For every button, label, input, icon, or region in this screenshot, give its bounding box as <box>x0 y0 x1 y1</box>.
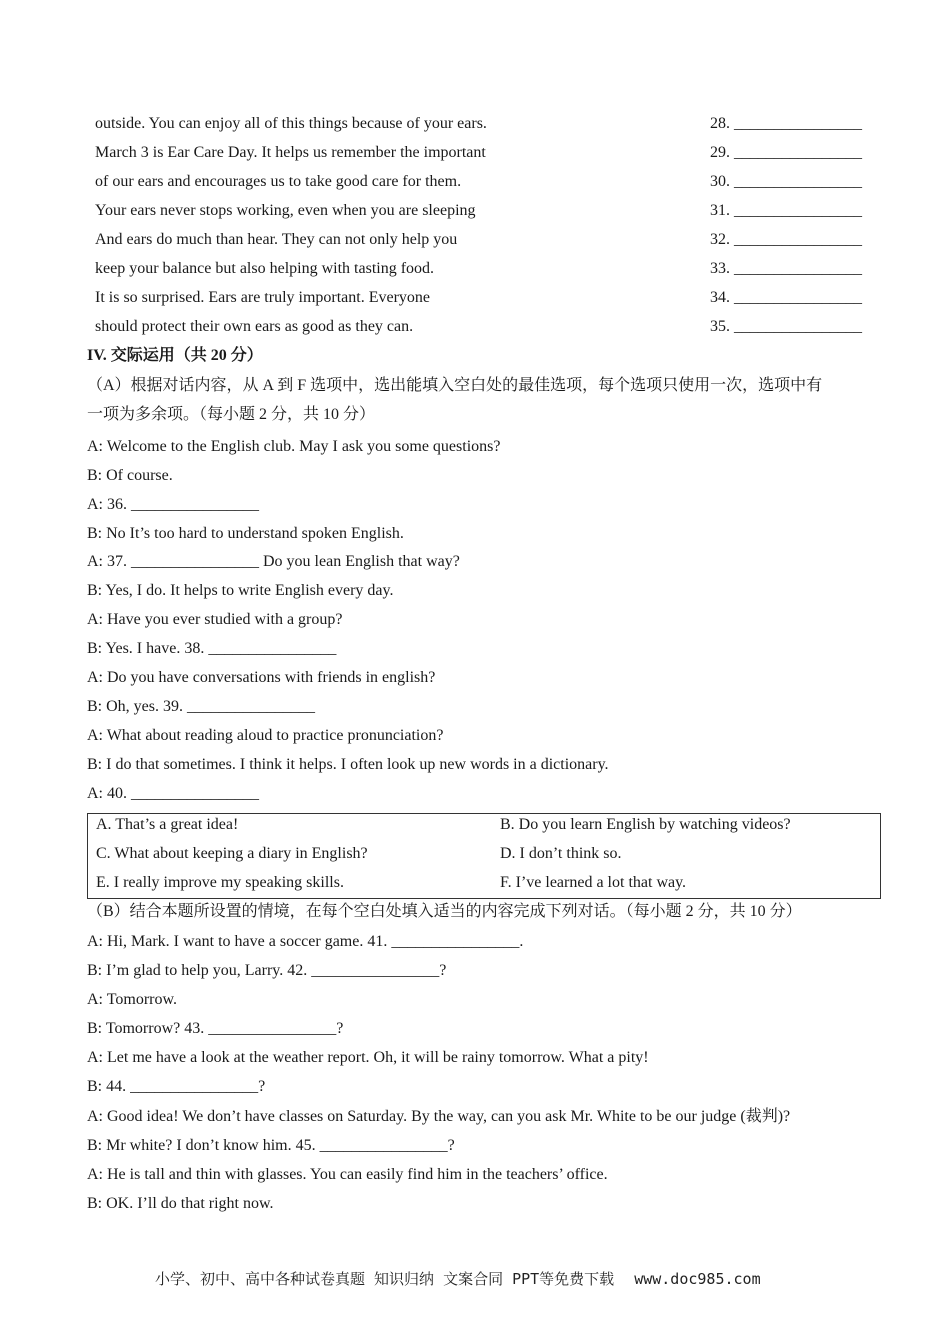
dialogue-line: A: Welcome to the English club. May I ask you some questions? <box>87 438 501 455</box>
proof-line: keep your balance but also helping with tasting food. <box>95 260 435 277</box>
dialogue-line: A: 40. ________________ <box>87 785 259 802</box>
proof-line: outside. You can enjoy all of this things because of your ears. <box>95 115 487 132</box>
dialogue-line: B: No It’s too hard to understand spoken English. <box>87 525 404 542</box>
dialogue-line: B: Of course. <box>87 467 173 484</box>
dialogue-line: B: Tomorrow? 43. ________________? <box>87 1020 344 1037</box>
dialogue-line: A: 36. ________________ <box>87 496 259 513</box>
dialogue-line: A: Have you ever studied with a group? <box>87 611 343 628</box>
answer-blank: 28. ________________ <box>710 115 862 132</box>
answer-blank: 31. ________________ <box>710 202 862 219</box>
dialogue-line: A: Do you have conversations with friends in english? <box>87 669 436 686</box>
answer-blank: 33. ________________ <box>710 260 862 277</box>
dialogue-line: A: What about reading aloud to practice pronunciation? <box>87 727 444 744</box>
footer-url[interactable]: www.doc985.com <box>634 1270 761 1288</box>
dialogue-line: B: Oh, yes. 39. ________________ <box>87 698 315 715</box>
dialogue-line: A: Good idea! We don’t have classes on Saturday. By the way, can you ask Mr. White to be our judge (裁判)? <box>87 1108 791 1125</box>
option-b: B. Do you learn English by watching videos? <box>500 816 791 833</box>
proof-line: March 3 is Ear Care Day. It helps us remember the important <box>95 144 486 161</box>
answer-blank: 32. ________________ <box>710 231 862 248</box>
page-footer <box>155 1268 761 1289</box>
dialogue-line: A: 37. ________________ Do you lean English that way? <box>87 553 460 570</box>
dialogue-line: A: Let me have a look at the weather report. Oh, it will be rainy tomorrow. What a pity! <box>87 1049 649 1066</box>
option-a: A. That’s a great idea! <box>96 816 239 833</box>
dialogue-line: B: I do that sometimes. I think it helps. I often look up new words in a dictionary. <box>87 756 609 773</box>
option-c: C. What about keeping a diary in English? <box>96 845 368 862</box>
dialogue-line: A: Tomorrow. <box>87 991 177 1008</box>
dialogue-line: B: Mr white? I don’t know him. 45. ________________? <box>87 1137 455 1154</box>
answer-blank: 34. ________________ <box>710 289 862 306</box>
dialogue-line: A: Hi, Mark. I want to have a soccer game. 41. ________________. <box>87 933 524 950</box>
footer-text: 小学、初中、高中各种试卷真题 知识归纳 文案合同 PPT等免费下载 <box>155 1270 615 1288</box>
answer-blank: 30. ________________ <box>710 173 862 190</box>
option-d: D. I don’t think so. <box>500 845 622 862</box>
dialogue-line: B: I’m glad to help you, Larry. 42. ________________? <box>87 962 447 979</box>
answer-blank: 29. ________________ <box>710 144 862 161</box>
dialogue-line: B: 44. ________________? <box>87 1078 266 1095</box>
part-b-instruction: （B）结合本题所设置的情境，在每个空白处填入适当的内容完成下列对话。（每小题 2 分，共 10 分） <box>87 903 802 920</box>
proof-line: should protect their own ears as good as they can. <box>95 318 414 335</box>
option-e: E. I really improve my speaking skills. <box>96 874 344 891</box>
dialogue-line: B: Yes. I have. 38. ________________ <box>87 640 337 657</box>
proof-line: Your ears never stops working, even when you are sleeping <box>95 202 476 219</box>
dialogue-line: A: He is tall and thin with glasses. You can easily find him in the teachers’ office. <box>87 1166 608 1183</box>
dialogue-line: B: Yes, I do. It helps to write English every day. <box>87 582 394 599</box>
part-a-instruction: （A）根据对话内容，从 A 到 F 选项中，选出能填入空白处的最佳选项，每个选项只使用一次，选项中有 <box>87 377 823 394</box>
option-f: F. I’ve learned a lot that way. <box>500 874 687 891</box>
answer-blank: 35. ________________ <box>710 318 862 335</box>
dialogue-line: B: OK. I’ll do that right now. <box>87 1195 274 1212</box>
proof-line: And ears do much than hear. They can not only help you <box>95 231 458 248</box>
proof-line: It is so surprised. Ears are truly important. Everyone <box>95 289 431 306</box>
options-box <box>87 813 881 899</box>
proof-line: of our ears and encourages us to take good care for them. <box>95 173 462 190</box>
part-a-instruction: 一项为多余项。（每小题 2 分，共 10 分） <box>87 406 376 423</box>
section-heading: IV. 交际运用（共 20 分） <box>87 347 263 364</box>
